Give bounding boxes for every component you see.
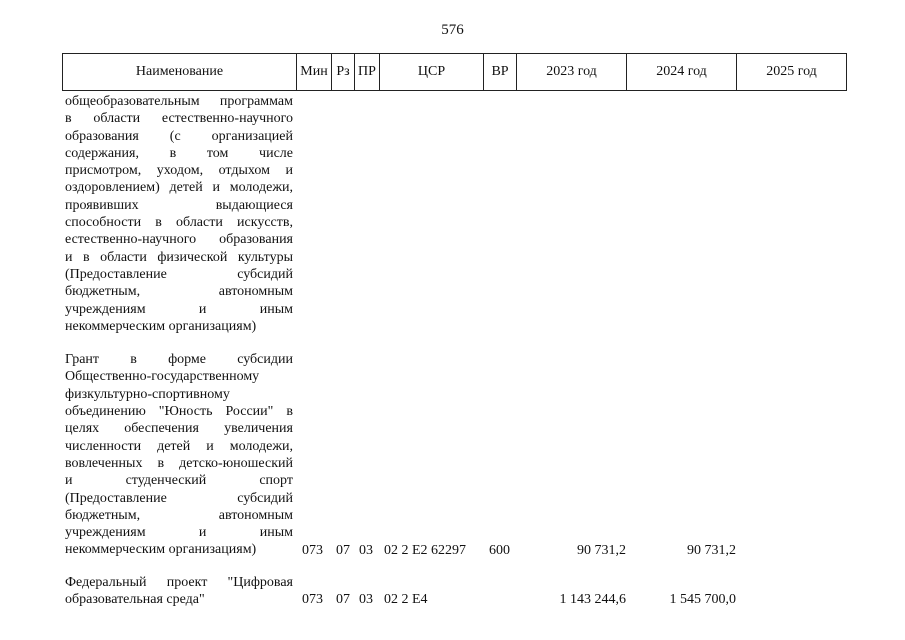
row-name-line: некоммерческим организациям) — [65, 542, 257, 558]
row-name-line: вовлеченных в детско-юношеский — [65, 455, 293, 471]
row-name-line: содержания, в том числе — [65, 145, 293, 161]
cell-pr: 03 — [359, 592, 373, 608]
table-row — [62, 574, 846, 609]
row-name-line: бюджетным, автономным — [65, 284, 293, 300]
row-name-line: способности в области искусств, — [65, 215, 293, 231]
row-name-line: в области естественно-научного — [65, 111, 293, 127]
header-vr: ВР — [484, 54, 517, 91]
row-name-line: и студенческий спорт — [65, 473, 293, 489]
header-2025: 2025 год — [737, 54, 847, 91]
row-name-line: физкультурно-спортивному — [65, 386, 230, 402]
cell-2023: 1 143 244,6 — [559, 592, 626, 608]
cell-2024: 90 731,2 — [687, 542, 736, 558]
header-pr: ПР — [355, 54, 380, 91]
table-row — [62, 351, 846, 559]
table-header — [62, 53, 847, 91]
cell-2023: 90 731,2 — [577, 542, 626, 558]
cell-min: 073 — [302, 542, 323, 558]
row-name-line: и в области физической культуры — [65, 249, 293, 265]
header-2024: 2024 год — [627, 54, 737, 91]
row-name-line: учреждениям и иным — [65, 301, 293, 317]
row-name-line: проявивших выдающиеся — [65, 197, 293, 213]
cell-vr: 600 — [489, 542, 510, 558]
cell-csr: 02 2 E2 62297 — [384, 542, 467, 558]
row-name-line: некоммерческим организациям) — [65, 318, 257, 334]
row-name-line: бюджетным, автономным — [65, 507, 293, 523]
row-name — [62, 351, 293, 559]
row-name-line: объединению "Юность России" в — [65, 404, 293, 420]
cell-rz: 07 — [336, 542, 350, 558]
table-body — [62, 93, 846, 608]
row-name-line: численности детей и молодежи, — [65, 438, 293, 454]
row-name-line: образовательная среда" — [65, 592, 205, 608]
row-codes — [62, 542, 846, 559]
cell-min: 073 — [302, 592, 323, 608]
row-name-line: общеобразовательным программам — [65, 94, 293, 109]
cell-2024: 1 545 700,0 — [669, 592, 736, 608]
row-name-line: Общественно-государственному — [65, 369, 260, 385]
row-codes — [62, 591, 846, 608]
cell-pr: 03 — [359, 542, 373, 558]
header-rz: Рз — [332, 54, 355, 91]
row-name-line: Федеральный проект "Цифровая — [65, 574, 293, 590]
header-name: Наименование — [63, 54, 297, 91]
row-name-line: учреждениям и иным — [65, 525, 293, 541]
row-name-line: целях обеспечения увеличения — [65, 421, 293, 437]
row-name-line: присмотром, уходом, отдыхом и — [65, 163, 293, 179]
page-number: 576 — [441, 22, 464, 38]
cell-rz: 07 — [336, 592, 350, 608]
row-name-line: образования (с организацией — [65, 128, 293, 144]
row-name-line: естественно-научного образования — [65, 232, 293, 248]
row-name — [62, 93, 293, 335]
row-name-line: (Предоставление субсидий — [65, 266, 293, 282]
table-row — [62, 93, 846, 335]
row-name-line: Грант в форме субсидии — [65, 352, 293, 368]
cell-csr: 02 2 E4 — [384, 592, 428, 608]
header-min: Мин — [297, 54, 332, 91]
row-name-line: (Предоставление субсидий — [65, 490, 293, 506]
header-csr: ЦСР — [380, 54, 484, 91]
row-name-line: оздоровлением) детей и молодежи, — [65, 180, 293, 196]
header-2023: 2023 год — [517, 54, 627, 91]
